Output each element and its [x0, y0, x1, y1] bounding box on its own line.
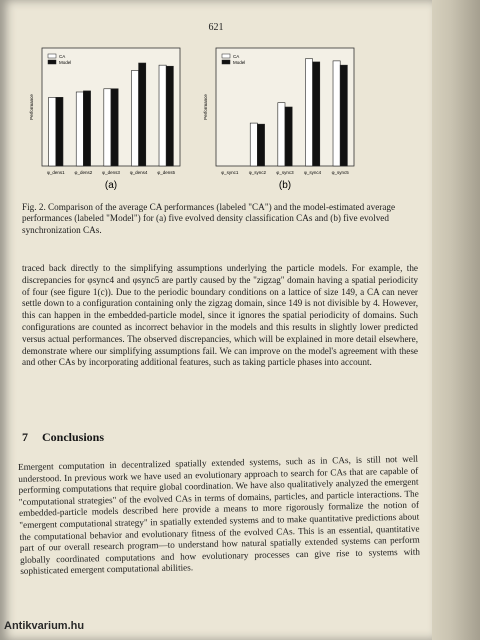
bar-ca	[250, 123, 257, 166]
legend-label: Model	[59, 59, 72, 65]
x-tick-label: φ_sync5	[331, 170, 349, 175]
legend-label: CA	[233, 53, 240, 59]
bar-model	[285, 107, 292, 166]
bar-ca	[76, 92, 83, 166]
conclusion-text	[18, 454, 420, 578]
x-tick-label: φ_dens4	[129, 170, 148, 175]
bar-ca	[278, 103, 285, 166]
bar-ca	[104, 89, 111, 166]
conclusion-paragraph: Emergent computation in decentralized spatially extended systems, such as in CAs, is still not well understood. In previous work we have used an evolutionary approach to search for CAs that are capable of performing computations that require global coordination. We have also qualitatively analyzed the emergent "computational strategies" of the evolved CAs in terms of domains, particles, and particle interactions. The embedded-particle models described here provide a means to more rigorously formalize the notion of "emergent computational strategy" in spatially extended systems and to make quantitative predictions about the computational behavior and evolutionary fitness of the evolved CAs. This is an essential, quantitative part of our overall research program—to understand how natural spatially extended systems can perform globally coordinated computations and how evolutionary processes can give rise to systems with sophisticated emergent computational abilities.	[18, 453, 421, 577]
bar-model	[340, 65, 347, 166]
x-tick-label: φ_dens2	[74, 170, 93, 175]
bar-model	[166, 66, 173, 166]
figure-caption: Fig. 2. Comparison of the average CA performances (labeled "CA") and the model-estimated average performances (labeled "Model") for (a) five evolved density classification CAs and (b) five evolved synchronization CAs.	[22, 202, 396, 235]
bar-model	[313, 62, 320, 166]
x-tick-label: φ_sync1	[221, 170, 239, 175]
section-number: 7	[22, 430, 28, 444]
section-heading	[22, 430, 118, 445]
y-axis-label: Performance	[29, 94, 34, 120]
x-tick-label: φ_sync3	[276, 170, 294, 175]
watermark-logo: Antikvarium.hu	[4, 620, 85, 632]
panel-label: (a)	[104, 180, 118, 191]
panel-label: (b)	[278, 180, 292, 191]
bar-model	[83, 91, 90, 166]
x-tick-label: φ_sync4	[304, 170, 322, 175]
figure-2	[26, 44, 414, 204]
chart-panel-a	[29, 48, 180, 191]
bar-ca	[159, 65, 166, 166]
bar-ca	[333, 61, 340, 166]
bar-model	[139, 63, 146, 166]
bar-ca	[49, 97, 56, 166]
x-tick-label: φ_dens3	[102, 170, 120, 175]
x-tick-label: φ_dens1	[46, 170, 65, 175]
body-paragraph: traced back directly to the simplifying assumptions underlying the particle models. For example, the discrepancies for φsync4 and φsync5 are partly caused by the "zigzag" domain having a spatial periodicity of four (see figure 1(c)). Due to the periodic boundary conditions on a lattice of size 149, a CA can never settle down to a configuration containing only the zigzag domain, since 149 is not divisible by 4. However, this can happen in the embedded-particle model, since it ignores the spatial periodicity of domains. Such configurations are counted as incorrect behavior in the models and this results in slightly lower predicted versus actual performances. The observed discrepancies, which will be explained in more detail elsewhere, demonstrate where our simplifying assumptions fail. We can improve on the model's agreement with these and other CAs by incorporating additional features, such as taking particle phases into account.	[22, 263, 418, 368]
legend-swatch	[48, 60, 56, 64]
legend-label: CA	[59, 53, 66, 59]
bar-ca	[305, 59, 312, 166]
legend-swatch	[222, 60, 230, 64]
chart-panel-b	[203, 48, 354, 191]
section-title: Conclusions	[42, 430, 105, 444]
legend-swatch	[222, 54, 230, 58]
bar-model	[257, 124, 264, 166]
legend-label: Model	[233, 59, 246, 65]
x-tick-label: φ_dens5	[157, 170, 176, 175]
legend-swatch	[48, 54, 56, 58]
bar-model	[56, 97, 63, 166]
x-tick-label: φ_sync2	[248, 170, 266, 175]
body-text	[22, 263, 418, 369]
page-number: 621	[208, 22, 224, 33]
page-edge	[432, 0, 480, 640]
bar-ca	[131, 71, 138, 166]
bar-model	[111, 89, 118, 166]
y-axis-label: Performance	[203, 94, 208, 120]
